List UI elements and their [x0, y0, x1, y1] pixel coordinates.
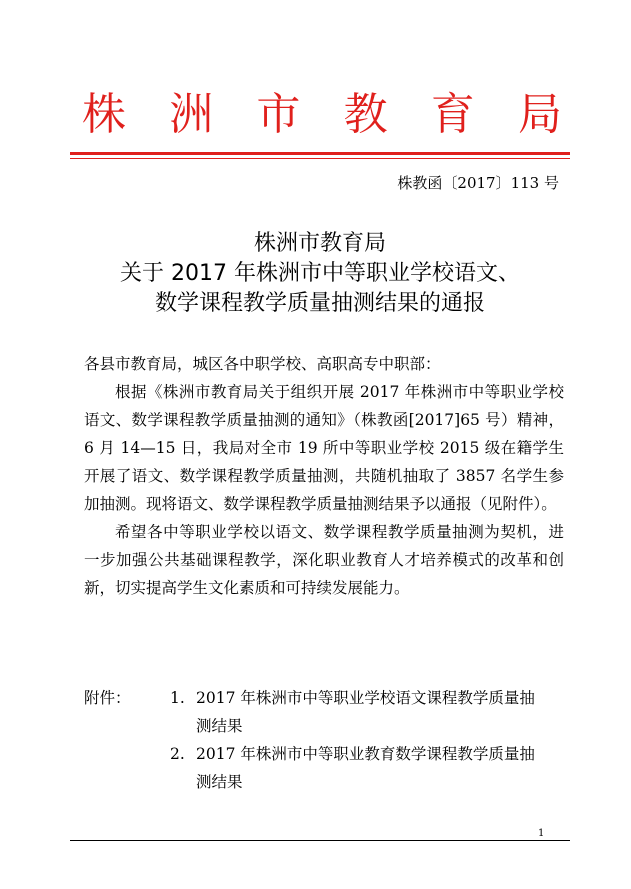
- title-line-1: 株洲市教育局: [253, 231, 386, 256]
- document-body: [84, 350, 564, 602]
- document-number: 株教函〔2017〕113 号: [397, 174, 559, 192]
- body-paragraph-2: 希望各中等职业学校以语文、数学课程教学质量抽测为契机，进一步加强公共基础课程教学，深化职业教育人才培养模式的改革和创新，切实提高学生文化素质和可持续发展能力。: [84, 523, 564, 597]
- footer-divider: [70, 840, 570, 841]
- letterhead-char: 育: [430, 89, 475, 140]
- attachment-number: 2.: [170, 745, 185, 763]
- letterhead-divider-thick: [70, 152, 570, 155]
- attachment-number: 1.: [170, 689, 185, 707]
- letterhead-divider-thin: [70, 158, 570, 159]
- body-paragraph-1: 根据《株洲市教育局关于组织开展 2017 年株洲市中等职业学校语文、数学课程教学质量抽测的通知》（株教函[2017]65 号）精神，6 月 14—15 日，我局对全市 19 所中等职业学校 2015 级在籍学生开展了语文、数学课程教学质量抽测，共随机抽取了 3857 名学生参加抽测。现将语文、数学课程教学质量抽测结果予以通报（见附件）。: [84, 383, 564, 513]
- document-title: [60, 229, 580, 319]
- letterhead-char: 局: [517, 89, 562, 140]
- page-number: 1: [538, 828, 545, 839]
- salutation: 各县市教育局，城区各中职学校、高职高专中职部：: [84, 355, 441, 373]
- letterhead: [82, 88, 562, 142]
- letterhead-char: 市: [256, 89, 301, 140]
- title-line-3: 数学课程教学质量抽测结果的通报: [154, 291, 485, 316]
- letterhead-char: 洲: [169, 89, 214, 140]
- attachment-text: 2017 年株洲市中等职业学校语文课程教学质量抽测结果: [196, 689, 535, 735]
- title-line-2: 关于 2017 年株洲市中等职业学校语文、: [120, 261, 520, 286]
- attachment-text: 2017 年株洲市中等职业教育数学课程教学质量抽测结果: [196, 745, 535, 791]
- attachments-label: 附件：: [84, 689, 131, 707]
- attachment-item: [84, 740, 564, 796]
- attachments: [84, 684, 564, 796]
- letterhead-char: 株: [82, 89, 126, 140]
- attachment-item: [84, 684, 564, 740]
- letterhead-char: 教: [343, 89, 388, 140]
